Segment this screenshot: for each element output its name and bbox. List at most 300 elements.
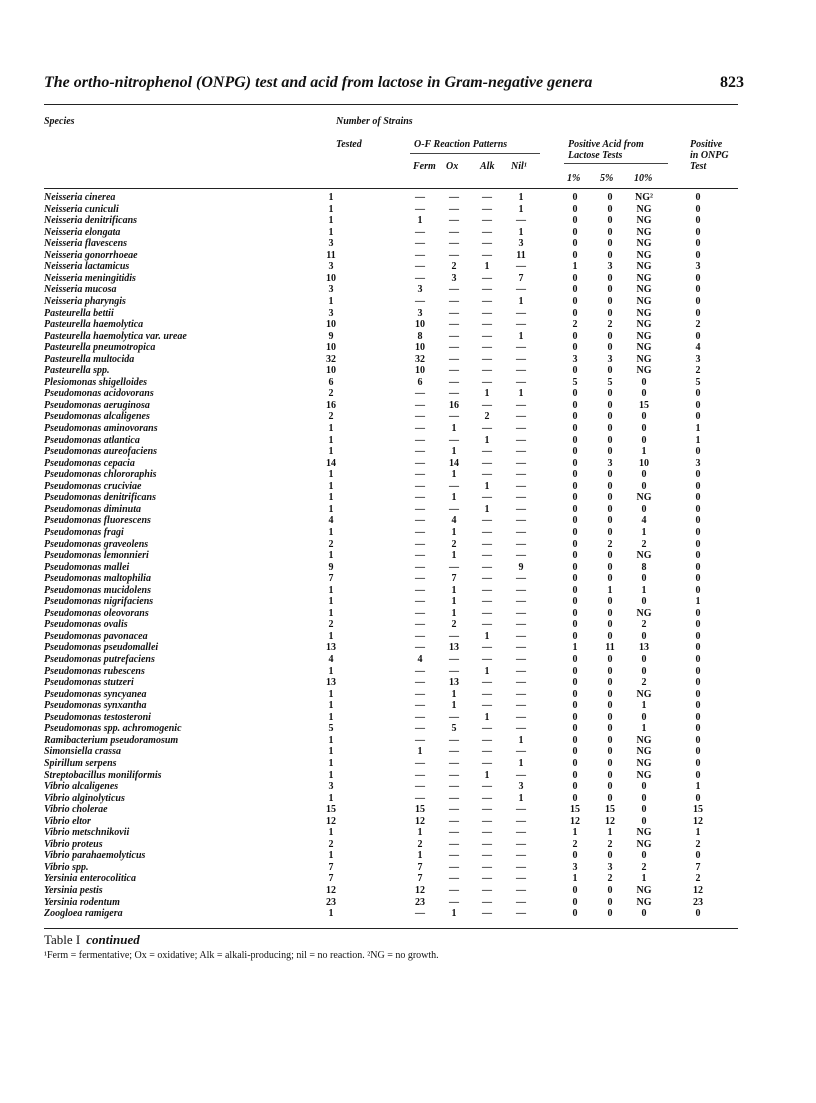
- cell-tested: 2: [328, 838, 334, 850]
- col-pct5-header: 5%: [600, 173, 614, 184]
- cell-nil: —: [516, 908, 526, 920]
- cell-alk: —: [482, 423, 492, 434]
- cell-a10: 1: [641, 446, 647, 458]
- cell-species: Pseudomonas ovalis: [44, 619, 128, 631]
- cell-ox: 1: [451, 584, 457, 596]
- cell-nil: —: [516, 307, 526, 319]
- cell-nil: —: [516, 642, 526, 654]
- cell-ox: 1: [451, 908, 457, 920]
- cell-a5: 0: [607, 561, 613, 573]
- cell-nil: 3: [518, 781, 524, 793]
- table-row: [0, 192, 816, 204]
- table-row: [0, 469, 816, 481]
- cell-alk: —: [482, 700, 492, 712]
- table-row: [0, 492, 816, 504]
- cell-species: Pseudomonas diminuta: [44, 503, 141, 515]
- cell-alk: —: [482, 642, 492, 654]
- cell-ferm: 10: [415, 342, 425, 354]
- cell-ox: —: [449, 353, 459, 365]
- cell-a10: 1: [641, 526, 647, 538]
- cell-onpg: 0: [695, 446, 701, 458]
- cell-nil: —: [516, 700, 526, 712]
- cell-onpg: 2: [695, 319, 701, 331]
- cell-a5: 0: [607, 550, 613, 562]
- cell-alk: —: [482, 561, 492, 573]
- cell-onpg: 0: [695, 492, 701, 504]
- cell-tested: 2: [328, 538, 334, 550]
- cell-nil: —: [516, 319, 526, 331]
- cell-species: Plesiomonas shigelloides: [44, 376, 148, 388]
- page-header: [44, 74, 744, 94]
- cell-ox: —: [449, 665, 459, 677]
- cell-a5: 0: [607, 596, 613, 608]
- cell-a5: 0: [607, 434, 613, 446]
- cell-a5: 0: [607, 423, 613, 434]
- cell-ferm: —: [415, 272, 425, 284]
- cell-tested: 2: [328, 619, 334, 631]
- cell-ox: —: [449, 388, 459, 400]
- cell-species: Pseudomonas atlantica: [44, 434, 140, 446]
- cell-ferm: —: [415, 480, 425, 492]
- cell-a5: 0: [607, 723, 613, 735]
- cell-alk: —: [482, 850, 492, 862]
- cell-species: Pseudomonas testosteroni: [44, 711, 151, 723]
- cell-a1: 0: [572, 526, 578, 538]
- cell-a5: 0: [607, 330, 613, 342]
- cell-onpg: 0: [695, 561, 701, 573]
- cell-ferm: 12: [415, 815, 425, 827]
- cell-nil: —: [516, 827, 526, 839]
- cell-alk: 1: [484, 769, 490, 781]
- cell-tested: 12: [326, 885, 336, 896]
- cell-a1: 5: [572, 376, 578, 388]
- cell-a10: NG: [636, 249, 652, 261]
- cell-a5: 0: [607, 284, 613, 296]
- cell-ox: —: [449, 561, 459, 573]
- cell-ox: 2: [451, 538, 457, 550]
- cell-alk: 1: [484, 711, 490, 723]
- cell-a10: NG: [636, 734, 652, 746]
- cell-a10: NG: [636, 688, 652, 700]
- cell-a10: 0: [641, 815, 647, 827]
- cell-species: Pasteurella haemolytica: [44, 319, 144, 331]
- cell-a10: 15: [639, 399, 649, 411]
- cell-onpg: 0: [695, 619, 701, 631]
- cell-nil: 1: [518, 734, 524, 746]
- cell-ox: 1: [451, 700, 457, 712]
- table-row: [0, 227, 816, 239]
- cell-nil: 1: [518, 388, 524, 400]
- cell-a5: 0: [607, 526, 613, 538]
- cell-ferm: —: [415, 584, 425, 596]
- table-row: [0, 596, 816, 608]
- cell-nil: —: [516, 607, 526, 619]
- table-row: [0, 562, 816, 574]
- cell-species: Pseudomonas cepacia: [44, 457, 135, 469]
- cell-ox: —: [449, 896, 459, 908]
- cell-species: Pseudomonas cruciviae: [44, 480, 142, 492]
- cell-a1: 1: [572, 873, 578, 885]
- cell-alk: —: [482, 295, 492, 307]
- cell-onpg: 0: [695, 295, 701, 307]
- cell-a5: 0: [607, 850, 613, 862]
- cell-alk: —: [482, 249, 492, 261]
- cell-ox: —: [449, 757, 459, 769]
- cell-onpg: 0: [695, 757, 701, 769]
- table-row: [0, 308, 816, 320]
- cell-nil: —: [516, 434, 526, 446]
- cell-ox: 14: [449, 457, 459, 469]
- cell-a10: NG: [636, 342, 652, 354]
- cell-a1: 3: [572, 861, 578, 873]
- cell-a1: 0: [572, 850, 578, 862]
- table-row: [0, 354, 816, 366]
- cell-alk: —: [482, 607, 492, 619]
- cell-a5: 0: [607, 469, 613, 481]
- cell-ox: 1: [451, 492, 457, 504]
- cell-alk: —: [482, 619, 492, 631]
- cell-ferm: —: [415, 469, 425, 481]
- cell-ferm: —: [415, 723, 425, 735]
- cell-onpg: 0: [695, 284, 701, 296]
- cell-a5: 0: [607, 746, 613, 758]
- cell-a1: 12: [570, 815, 580, 827]
- cell-species: Yersinia pestis: [44, 885, 103, 896]
- cell-ferm: 15: [415, 804, 425, 816]
- table-row: [0, 365, 816, 377]
- cell-tested: 1: [328, 792, 334, 804]
- cell-nil: 1: [518, 792, 524, 804]
- cell-species: Pseudomonas aminovorans: [44, 423, 158, 434]
- cell-nil: —: [516, 399, 526, 411]
- cell-ox: —: [449, 215, 459, 227]
- cell-onpg: 0: [695, 630, 701, 642]
- cell-species: Pseudomonas stutzeri: [44, 677, 134, 689]
- cell-a10: NG: [636, 492, 652, 504]
- table-row: [0, 342, 816, 354]
- cell-onpg: 0: [695, 769, 701, 781]
- table-row: [0, 458, 816, 470]
- cell-species: Pseudomonas nigrifaciens: [44, 596, 154, 608]
- cell-a1: 0: [572, 203, 578, 215]
- cell-a10: NG: [636, 319, 652, 331]
- cell-ferm: —: [415, 226, 425, 238]
- cell-tested: 2: [328, 411, 334, 423]
- cell-a10: 8: [641, 561, 647, 573]
- cell-ox: —: [449, 769, 459, 781]
- cell-onpg: 0: [695, 215, 701, 227]
- cell-ferm: 7: [417, 861, 423, 873]
- cell-ox: 1: [451, 596, 457, 608]
- cell-onpg: 0: [695, 399, 701, 411]
- col-onpg-header-line1: Positive: [690, 139, 723, 150]
- cell-a5: 0: [607, 411, 613, 423]
- cell-a10: NG: [636, 203, 652, 215]
- cell-a1: 0: [572, 284, 578, 296]
- cell-tested: 3: [328, 261, 334, 273]
- cell-nil: —: [516, 480, 526, 492]
- cell-a10: NG: [636, 284, 652, 296]
- table-row: [0, 873, 816, 885]
- table-row: [0, 215, 816, 227]
- cell-a5: 0: [607, 446, 613, 458]
- cell-a5: 0: [607, 665, 613, 677]
- cell-a5: 2: [607, 319, 613, 331]
- cell-a5: 0: [607, 908, 613, 920]
- cell-ferm: —: [415, 711, 425, 723]
- cell-species: Neisseria cinerea: [44, 192, 116, 203]
- table-row: [0, 758, 816, 770]
- table-row: [0, 677, 816, 689]
- cell-nil: —: [516, 769, 526, 781]
- cell-ox: —: [449, 630, 459, 642]
- cell-alk: —: [482, 584, 492, 596]
- cell-ox: —: [449, 746, 459, 758]
- table-row: [0, 700, 816, 712]
- table-row: [0, 746, 816, 758]
- cell-species: Spirillum serpens: [44, 757, 117, 769]
- cell-ferm: —: [415, 607, 425, 619]
- table-row: [0, 804, 816, 816]
- cell-species: Pasteurella haemolytica var. ureae: [44, 330, 187, 342]
- cell-ferm: —: [415, 769, 425, 781]
- cell-nil: —: [516, 573, 526, 585]
- cell-ferm: —: [415, 492, 425, 504]
- cell-alk: —: [482, 203, 492, 215]
- cell-alk: —: [482, 596, 492, 608]
- table-row: [0, 816, 816, 828]
- cell-onpg: 5: [695, 376, 701, 388]
- cell-a5: 5: [607, 376, 613, 388]
- cell-ferm: 1: [417, 850, 423, 862]
- cell-species: Ramibacterium pseudoramosum: [44, 734, 179, 746]
- table-row: [0, 735, 816, 747]
- cell-onpg: 1: [695, 423, 701, 434]
- cell-ox: —: [449, 192, 459, 203]
- cell-a10: 13: [639, 642, 649, 654]
- cell-a5: 0: [607, 885, 613, 896]
- table-row: [0, 377, 816, 389]
- cell-onpg: 0: [695, 538, 701, 550]
- col-ferm-header: Ferm: [413, 161, 436, 172]
- cell-nil: —: [516, 284, 526, 296]
- cell-onpg: 3: [695, 261, 701, 273]
- cell-species: Pseudomonas oleovorans: [44, 607, 149, 619]
- cell-species: Pseudomonas denitrificans: [44, 492, 156, 504]
- cell-species: Vibrio spp.: [44, 861, 89, 873]
- cell-tested: 14: [326, 457, 336, 469]
- cell-a5: 0: [607, 238, 613, 250]
- cell-alk: —: [482, 873, 492, 885]
- cell-a10: NG: [636, 295, 652, 307]
- cell-onpg: 0: [695, 226, 701, 238]
- cell-tested: 1: [328, 503, 334, 515]
- cell-tested: 3: [328, 238, 334, 250]
- cell-a5: 3: [607, 457, 613, 469]
- cell-alk: —: [482, 896, 492, 908]
- cell-a5: 0: [607, 203, 613, 215]
- cell-a10: 0: [641, 573, 647, 585]
- cell-onpg: 0: [695, 908, 701, 920]
- cell-a5: 0: [607, 365, 613, 377]
- cell-ferm: —: [415, 423, 425, 434]
- cell-a1: 0: [572, 249, 578, 261]
- cell-ox: 1: [451, 526, 457, 538]
- cell-a1: 0: [572, 654, 578, 665]
- cell-ox: —: [449, 861, 459, 873]
- cell-a1: 0: [572, 342, 578, 354]
- cell-ferm: 1: [417, 746, 423, 758]
- cell-nil: —: [516, 469, 526, 481]
- cell-ox: 16: [449, 399, 459, 411]
- cell-ferm: —: [415, 700, 425, 712]
- cell-ferm: —: [415, 642, 425, 654]
- cell-onpg: 1: [695, 596, 701, 608]
- cell-a10: NG: [636, 238, 652, 250]
- cell-a5: 0: [607, 654, 613, 665]
- cell-alk: —: [482, 284, 492, 296]
- cell-a1: 0: [572, 688, 578, 700]
- cell-onpg: 23: [693, 896, 703, 908]
- cell-nil: 1: [518, 226, 524, 238]
- cell-ferm: —: [415, 446, 425, 458]
- cell-a1: 0: [572, 573, 578, 585]
- cell-onpg: 0: [695, 469, 701, 481]
- cell-onpg: 0: [695, 503, 701, 515]
- cell-onpg: 2: [695, 873, 701, 885]
- cell-a1: 0: [572, 896, 578, 908]
- cell-species: Zoogloea ramigera: [44, 908, 123, 920]
- cell-a10: 2: [641, 538, 647, 550]
- cell-species: Vibrio parahaemolyticus: [44, 850, 146, 862]
- cell-nil: —: [516, 596, 526, 608]
- cell-a10: 0: [641, 503, 647, 515]
- cell-a1: 0: [572, 469, 578, 481]
- table-row: [0, 885, 816, 897]
- cell-tested: 1: [328, 630, 334, 642]
- cell-onpg: 1: [695, 827, 701, 839]
- cell-alk: —: [482, 861, 492, 873]
- cell-species: Pseudomonas fluorescens: [44, 515, 151, 527]
- cell-nil: 7: [518, 272, 524, 284]
- cell-a5: 0: [607, 249, 613, 261]
- cell-species: Yersinia rodentum: [44, 896, 120, 908]
- table-row: [0, 273, 816, 285]
- cell-a5: 0: [607, 503, 613, 515]
- cell-onpg: 0: [695, 711, 701, 723]
- cell-alk: 1: [484, 503, 490, 515]
- cell-a10: 0: [641, 781, 647, 793]
- cell-alk: 1: [484, 388, 490, 400]
- cell-onpg: 0: [695, 850, 701, 862]
- cell-ox: 7: [451, 573, 457, 585]
- cell-alk: —: [482, 792, 492, 804]
- table-row: [0, 897, 816, 909]
- cell-alk: 2: [484, 411, 490, 423]
- cell-species: Neisseria mucosa: [44, 284, 117, 296]
- cell-a1: 0: [572, 307, 578, 319]
- cell-a10: NG: [636, 330, 652, 342]
- cell-ox: —: [449, 654, 459, 665]
- cell-species: Vibrio proteus: [44, 838, 103, 850]
- table-row: [0, 400, 816, 412]
- cell-onpg: 0: [695, 688, 701, 700]
- cell-tested: 7: [328, 573, 334, 585]
- table-row: [0, 331, 816, 343]
- cell-a5: 0: [607, 399, 613, 411]
- cell-tested: 1: [328, 550, 334, 562]
- table-row: [0, 573, 816, 585]
- cell-ox: —: [449, 365, 459, 377]
- cell-a10: 1: [641, 700, 647, 712]
- cell-a10: NG: [636, 550, 652, 562]
- cell-ferm: —: [415, 734, 425, 746]
- col-pct1-header: 1%: [567, 173, 581, 184]
- cell-ferm: 8: [417, 330, 423, 342]
- cell-onpg: 0: [695, 734, 701, 746]
- table-row: [0, 238, 816, 250]
- cell-nil: —: [516, 630, 526, 642]
- cell-ferm: —: [415, 203, 425, 215]
- cell-nil: —: [516, 688, 526, 700]
- cell-nil: —: [516, 503, 526, 515]
- cell-onpg: 0: [695, 677, 701, 689]
- col-nil-header: Nil¹: [511, 161, 527, 172]
- cell-ox: —: [449, 411, 459, 423]
- cell-tested: 1: [328, 480, 334, 492]
- cell-species: Vibrio metschnikovii: [44, 827, 130, 839]
- top-rule: [44, 104, 738, 105]
- cell-alk: —: [482, 515, 492, 527]
- table-row: [0, 204, 816, 216]
- cell-a1: 0: [572, 423, 578, 434]
- cell-a10: NG: [636, 746, 652, 758]
- cell-species: Pseudomonas pavonacea: [44, 630, 148, 642]
- table-row: [0, 250, 816, 262]
- cell-a1: 0: [572, 619, 578, 631]
- cell-tested: 5: [328, 723, 334, 735]
- cell-a10: 2: [641, 677, 647, 689]
- cell-a10: NG: [636, 353, 652, 365]
- cell-ferm: 4: [417, 654, 423, 665]
- cell-a5: 3: [607, 861, 613, 873]
- cell-onpg: 0: [695, 665, 701, 677]
- cell-onpg: 0: [695, 723, 701, 735]
- cell-a10: 1: [641, 584, 647, 596]
- cell-onpg: 0: [695, 272, 701, 284]
- table-row: [0, 284, 816, 296]
- cell-nil: —: [516, 804, 526, 816]
- cell-species: Pseudomonas acidovorans: [44, 388, 154, 400]
- cell-a5: 0: [607, 792, 613, 804]
- cell-ferm: —: [415, 908, 425, 920]
- cell-tested: 3: [328, 284, 334, 296]
- cell-ferm: —: [415, 434, 425, 446]
- cell-ox: —: [449, 827, 459, 839]
- cell-species: Pasteurella multocida: [44, 353, 135, 365]
- cell-ferm: —: [415, 457, 425, 469]
- cell-a10: NG: [636, 838, 652, 850]
- table-row: [0, 423, 816, 435]
- cell-tested: 1: [328, 434, 334, 446]
- cell-a1: 0: [572, 480, 578, 492]
- cell-ox: —: [449, 319, 459, 331]
- table-row: [0, 515, 816, 527]
- cell-onpg: 0: [695, 792, 701, 804]
- cell-a1: 0: [572, 515, 578, 527]
- cell-ox: —: [449, 792, 459, 804]
- cell-tested: 9: [328, 561, 334, 573]
